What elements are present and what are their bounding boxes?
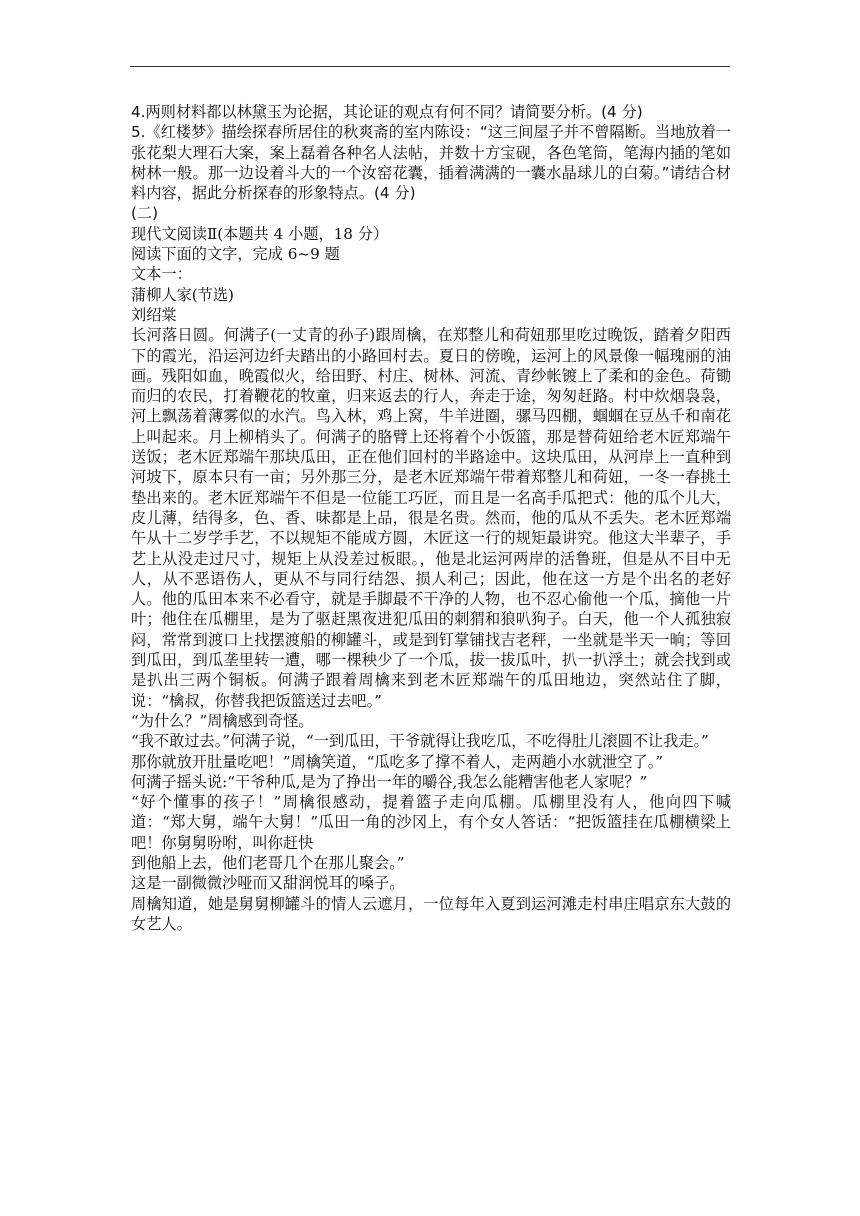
work-title: 蒲柳人家(节选) (131, 285, 234, 304)
passage-paragraph: 周檎知道，她是舅舅柳罐斗的情人云遮月，一位每年入夏到运河滩走村串庄唱京东大鼓的女艺人。 (131, 894, 731, 933)
passage-paragraph: 何满子摇头说:“干爷种瓜,是为了挣出一年的嚼谷,我怎么能糟害他老人家呢？” (131, 772, 648, 791)
passage-paragraph: 长河落日圆。何满子(一丈青的孙子)跟周檎，在郑整儿和荷妞那里吃过晚饭，踏着夕阳西下的霞光，沿运河边纤夫踏出的小路回村去。夏日的傍晚，运河上的风景像一幅瑰丽的油画。残阳如血，晚霞似火，给田野、村庄、树林、河流、青纱帐镀上了柔和的金色。荷锄而归的农民，打着鞭花的牧童，归来返去的行人，奔走于途，匆匆赶路。村中炊烟袅袅，河上飘荡着薄雾似的水汽。鸟入林，鸡上窝，牛羊进圈，骡马四棚，蝈蝈在豆丛千和南花上叫起来。月上柳梢头了。何满子的胳臂上还将着个小饭篮，那是替荷妞给老木匠郑端午送饭；老木匠郑端午那块瓜田，正在他们回村的半路途中。这块瓜田，从河岸上一直种到河坡下，原本只有一亩；另外那三分，是老木匠郑端午带着郑整儿和荷妞，一冬一春挑土垫出来的。老木匠郑端午不但是一位能工巧匠，而且是一名高手瓜把式：他的瓜个儿大，皮儿薄，结得多，色、香、味都是上品，很是名贵。然而，他的瓜从不丢失。老木匠郑端午从十二岁学手艺，不以规矩不能成方圆，木匠这一行的规矩最讲究。他这大半辈子，手艺上从没走过尺寸，规矩上从没差过板眼。，他是北运河两岸的活鲁班，但是从不目中无人，从不恶语伤人，更从不与同行结怨、损人利己；因此，他在这一方是个出名的老好人。他的瓜田本来不必看守，就是手脚最不干净的人物，也不忍心偷他一个瓜，摘他一片叶；他住在瓜棚里，是为了驱赶黑夜进犯瓜田的刺猬和狼叭狗子。白天，他一个人孤独寂闷，常常到渡口上找摆渡船的柳罐斗，或是到钉掌铺找吉老秤，一坐就是半天一晌；等回到瓜田，到瓜垄里转一遭，哪一棵秧少了一个瓜，拔一拔瓜叶，扒一扒浮土；就会找到或是扒出三两个铜板。何满子跟着周檎来到老木匠郑端午的瓜田地边，突然站住了脚，说：“檎叔，你替我把饭篮送过去吧。” (131, 326, 731, 710)
passage-paragraph: 到他船上去，他们老哥几个在那儿聚会。” (131, 853, 405, 872)
passage-paragraph: “好个懂事的孩子！”周檎很感动，提着篮子走向瓜棚。瓜棚里没有人，他向四下喊道：“郑大舅，端午大舅！”瓜田一角的沙冈上，有个女人答话：“把饭篮挂在瓜棚横梁上吧！你舅舅吩咐，叫你赶快 (131, 793, 731, 852)
header-rule (130, 66, 730, 67)
author-name: 刘绍棠 (131, 305, 177, 324)
section-number: (二) (131, 204, 159, 223)
passage-paragraph: 那你就放开肚量吃吧！”周檎笑道，“瓜吃多了撑不着人，走两趟小水就泄空了。” (131, 752, 664, 771)
text-label: 文本一： (131, 265, 192, 284)
question-5: 5.《红楼梦》描绘探春所居住的秋爽斋的室内陈设：“这三间屋子并不曾隔断。当地放着一张花梨大理石大案，案上磊着各种名人法帖，并数十方宝砚，各色笔筒，笔海内插的笔如树林一般。那一边设着斗大的一个汝窑花囊，插着满满的一囊水晶球儿的白菊。”请结合材料内容，据此分析探春的形象特点。(4 分) (131, 123, 731, 203)
document-body (131, 102, 731, 934)
question-4: 4.两则材料都以林黛玉为论据，其论证的观点有何不同？请简要分析。(4 分) (131, 103, 643, 121)
passage-paragraph: “我不敢过去。”何满子说，“一到瓜田，干爷就得让我吃瓜，不吃得肚儿滚圆不让我走。” (131, 732, 709, 751)
section-instruction: 阅读下面的文字，完成 6~9 题 (131, 245, 340, 264)
passage-paragraph: “为什么？”周檎感到奇怪。 (131, 711, 314, 730)
passage-paragraph: 这是一副微微沙哑而又甜润悦耳的嗓子。 (131, 874, 405, 893)
section-title: 现代文阅读Ⅱ(本题共 4 小题，18 分） (131, 224, 389, 243)
